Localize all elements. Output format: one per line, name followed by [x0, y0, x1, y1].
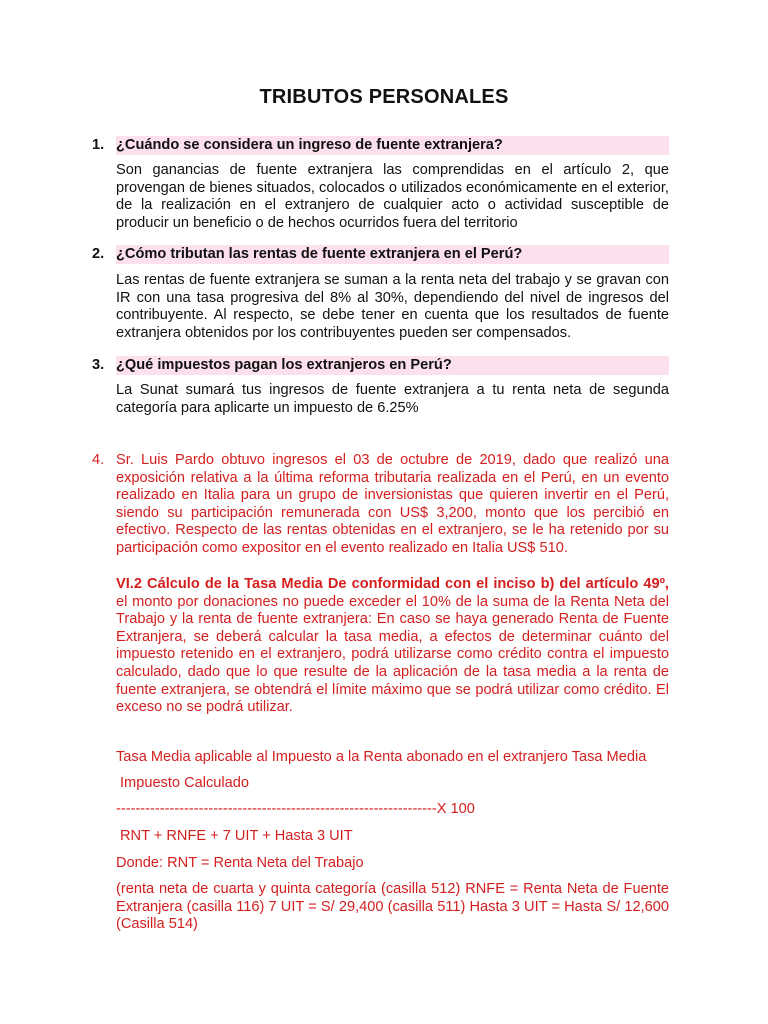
question-text: ¿Cómo tributan las rentas de fuente extranjera en el Perú? [116, 246, 523, 262]
question-number: 2. [92, 246, 105, 262]
formula-fraction-line: ------------------------------------------------------------------X 100 [116, 801, 475, 817]
formula-denominator: RNT + RNFE + 7 UIT + Hasta 3 UIT [120, 828, 353, 844]
question-text: ¿Qué impuestos pagan los extranjeros en Perú? [116, 357, 452, 373]
answer-3: La Sunat sumará tus ingresos de fuente extranjera a tu renta neta de segunda categoría para aplicarte un impuesto de 6.25% [116, 382, 669, 416]
formula-numerator: Impuesto Calculado [120, 775, 249, 791]
formula-donde: Donde: RNT = Renta Neta del Trabajo [116, 855, 364, 871]
item-number: 4. [92, 452, 105, 468]
answer-2: Las rentas de fuente extranjera se suman a la renta neta del trabajo y se gravan con IR con una tasa progresiva del 8% al 30%, dependiendo del nivel de ingresos del contribuyente. Al respecto, se debe tener en cuenta que los resultados de fuente extranjera obtenidos por los contribuyentes pueden ser compensados. [116, 272, 669, 341]
question-2 [92, 245, 669, 264]
question-1 [92, 136, 669, 155]
section-vi2-body: el monto por donaciones no puede exceder el 10% de la suma de la Renta Neta del Trabajo y la renta de fuente extranjera: En caso se haya generado Renta de Fuente Extranjera, se deberá calcular la tasa media, a efectos de determinar cuánto del impuesto retenido en el extranjero, podrá utilizarse como crédito contra el impuesto calculado, dado que lo que resulte de la aplicación de la tasa media a la renta de fuente extranjera, se obtendrá el límite máximo que se podrá utilizar como crédito. El exceso no se podrá utilizar. [116, 593, 669, 716]
page-title: TRIBUTOS PERSONALES [259, 86, 509, 108]
question-text: ¿Cuándo se considera un ingreso de fuente extranjera? [116, 137, 503, 153]
section-vi2 [116, 576, 669, 717]
question-number: 1. [92, 137, 105, 153]
formula-intro: Tasa Media aplicable al Impuesto a la Renta abonado en el extranjero Tasa Media [116, 749, 647, 765]
formula-definitions: (renta neta de cuarta y quinta categoría (casilla 512) RNFE = Renta Neta de Fuente Extranjera (casilla 116) 7 UIT = S/ 29,400 (casilla 511) Hasta 3 UIT = Hasta S/ 12,600 (Casilla 514) [116, 881, 669, 933]
item-4-text: Sr. Luis Pardo obtuvo ingresos el 03 de octubre de 2019, dado que realizó una exposición relativa a la última reforma tributaria realizada en el Perú, en un evento realizado en Italia para un grupo de inversionistas que quieren invertir en el Perú, siendo su participación remunerada con US$ 3,200, monto que los percibió en efectivo. Respecto de las rentas obtenidas en el extranjero, se le ha retenido por su participación como expositor en el evento realizado en Italia US$ 510. [116, 452, 669, 556]
question-3 [92, 356, 669, 375]
question-number: 3. [92, 357, 105, 373]
answer-1: Son ganancias de fuente extranjera las comprendidas en el artículo 2, que provengan de bienes situados, colocados o utilizados económicamente en el exterior, de la realización en el extranjero de cualquier acto o actividad susceptible de producir un beneficio o de hechos ocurridos fuera del territorio [116, 162, 669, 231]
section-vi2-heading: VI.2 Cálculo de la Tasa Media De conformidad con el inciso b) del artículo 49º, [116, 576, 669, 592]
